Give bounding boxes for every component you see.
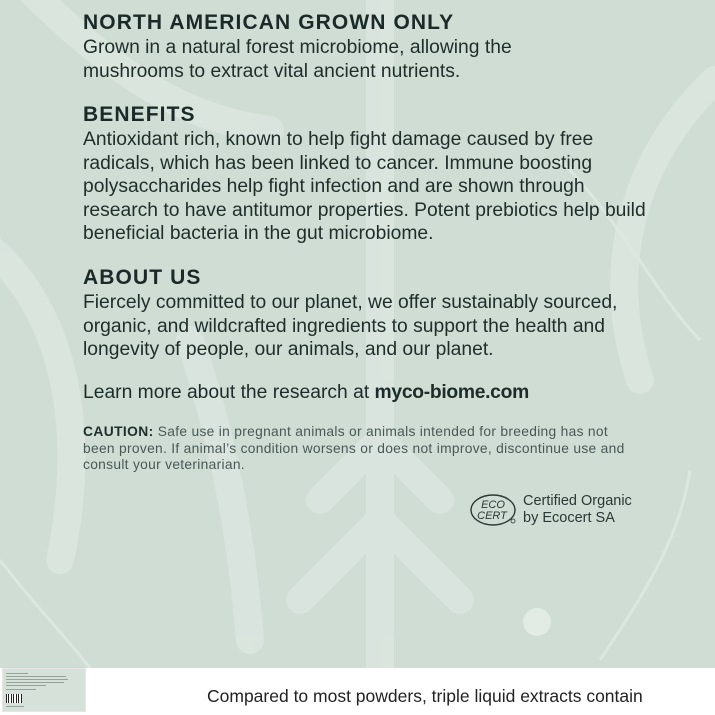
label-thumbnail[interactable] [2,668,86,712]
ecocert-logo-text-top: ECO [481,499,505,511]
caution-text: Safe use in pregnant animals or animals intended for breeding has not been proven. If animal’s condition worsens or does not improve, discontinue use and consult your veterinarian. [83,424,625,472]
website-link[interactable]: myco-biome.com [374,382,529,403]
ecocert-logo-icon [470,492,518,528]
section-heading: NORTH AMERICAN GROWN ONLY [83,11,455,34]
ecocert-certification [470,492,632,528]
ecocert-logo-text-bottom: CERT [477,510,507,522]
learn-more-prefix: Learn more about the research at [83,382,375,403]
section-north-american [83,10,563,83]
section-benefits [83,102,653,246]
section-body: Grown in a natural forest microbiome, allowing the mushrooms to extract vital ancient nutrients. [83,37,512,82]
certification-line-2: by Ecocert SA [523,510,615,526]
barcode-icon [6,694,22,703]
section-heading: ABOUT US [83,266,202,289]
caution-label: CAUTION: [83,424,154,439]
section-about-us [83,265,648,362]
caution-statement [83,424,643,474]
footer-text: Compared to most powders, triple liquid extracts contain [207,686,643,706]
learn-more-line [83,381,529,405]
section-body: Fiercely committed to our planet, we offer sustainably sourced, organic, and wildcrafted ingredients to support the health and longevity of people, our animals, and our planet. [83,292,618,360]
section-heading: BENEFITS [83,103,196,126]
certification-line-1: Certified Organic [523,493,632,509]
certification-text [523,493,632,527]
section-body: Antioxidant rich, known to help fight damage caused by free radicals, which has been linked to cancer. Immune boosting polysaccharides help fight infection and are shown through research to have antitumor properties. Potent prebiotics help build beneficial bacteria in the gut microbiome. [83,129,646,244]
